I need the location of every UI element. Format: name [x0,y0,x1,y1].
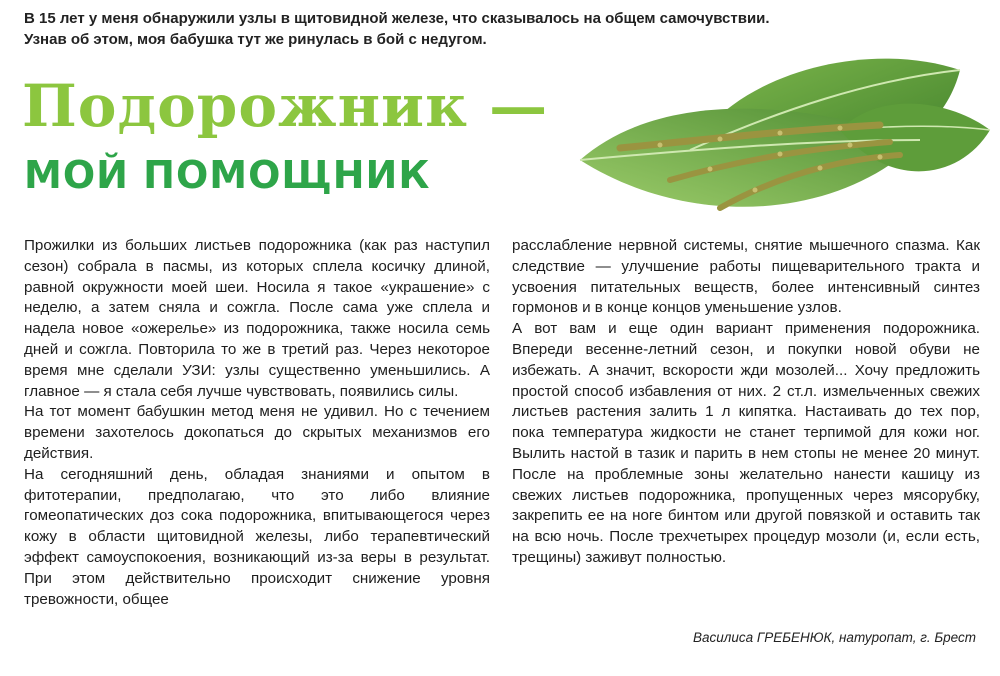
intro-line-1: В 15 лет у меня обнаружили узлы в щитовидной железе, что сказывалось на общем самочувствии. [24,10,770,27]
author-signature: Василиса ГРЕБЕНЮК, натуропат, г. Брест [692,630,976,645]
headline-subtitle: МОЙ ПОМОЩНИК [24,153,431,197]
plantain-leaves-icon [540,30,1000,240]
paragraph: А вот вам и еще один вариант применения подорожника. Впереди весенне-летний сезон, и покупки новой обуви не избежать. А значит, вскорости жди мозолей... Хочу предложить простой способ избавления от них. 2 ст.л. измельченных свежих листьев растения залить 1 л кипятка. Настаивать до тех пор, пока температура жидкости не станет терпимой для кожи ног. Вылить настой в тазик и парить в нем стопы не менее 20 минут. После на проблемные зоны желательно нанести кашицу из свежих листьев подорожника, пропущенных через мясорубку, закрепить ее на ноге бинтом или другой повязкой и оставить так на всю ночь. После трехчетырех процедур мозоли (и, если есть, трещины) заживут полностью. [512,320,980,566]
paragraph: Прожилки из больших листьев подорожника (как раз наступил сезон) собрала в пасмы, из которых сплела косичку длиной, равной окружности моей шеи. Носила я такое «украшение» с неделю, а затем сняла и сожгла. После сама уже сплела и надела новое «ожерелье» из подорожника, также носила семь дней и сожгла. Повторила то же в третий раз. Через некоторое время мне сделали УЗИ: узлы существенно уменьшились. А главное — я стала себя лучше чувствовать, появились силы. [24,237,490,400]
paragraph: На сегодняшний день, обладая знаниями и опытом в фитотерапии, предполагаю, что это либо влияние гомеопатических доз сока подорожника, впитывающегося через кожу в области щитовидной железы, либо терапевтический эффект самоуспокоения, возникающий из-за веры в результат. При этом действительно происходит снижение уровня тревожности, общее [24,465,490,608]
article-column-right [512,236,980,569]
article-column-left [24,236,490,610]
intro-line-2: Узнав об этом, моя бабушка тут же ринулась в бой с недугом. [24,31,487,48]
headline-title: Подорожник — [22,72,549,140]
paragraph: На тот момент бабушкин метод меня не удивил. Но с течением времени захотелось докопаться до скрытых механизмов его действия. [24,403,490,462]
paragraph: расслабление нервной системы, снятие мышечного спазма. Как следствие — улучшение работы пищеварительного тракта и усвоения питательных веществ, более интенсивный синтез гормонов и в конце концов уменьшение узлов. [512,237,980,317]
